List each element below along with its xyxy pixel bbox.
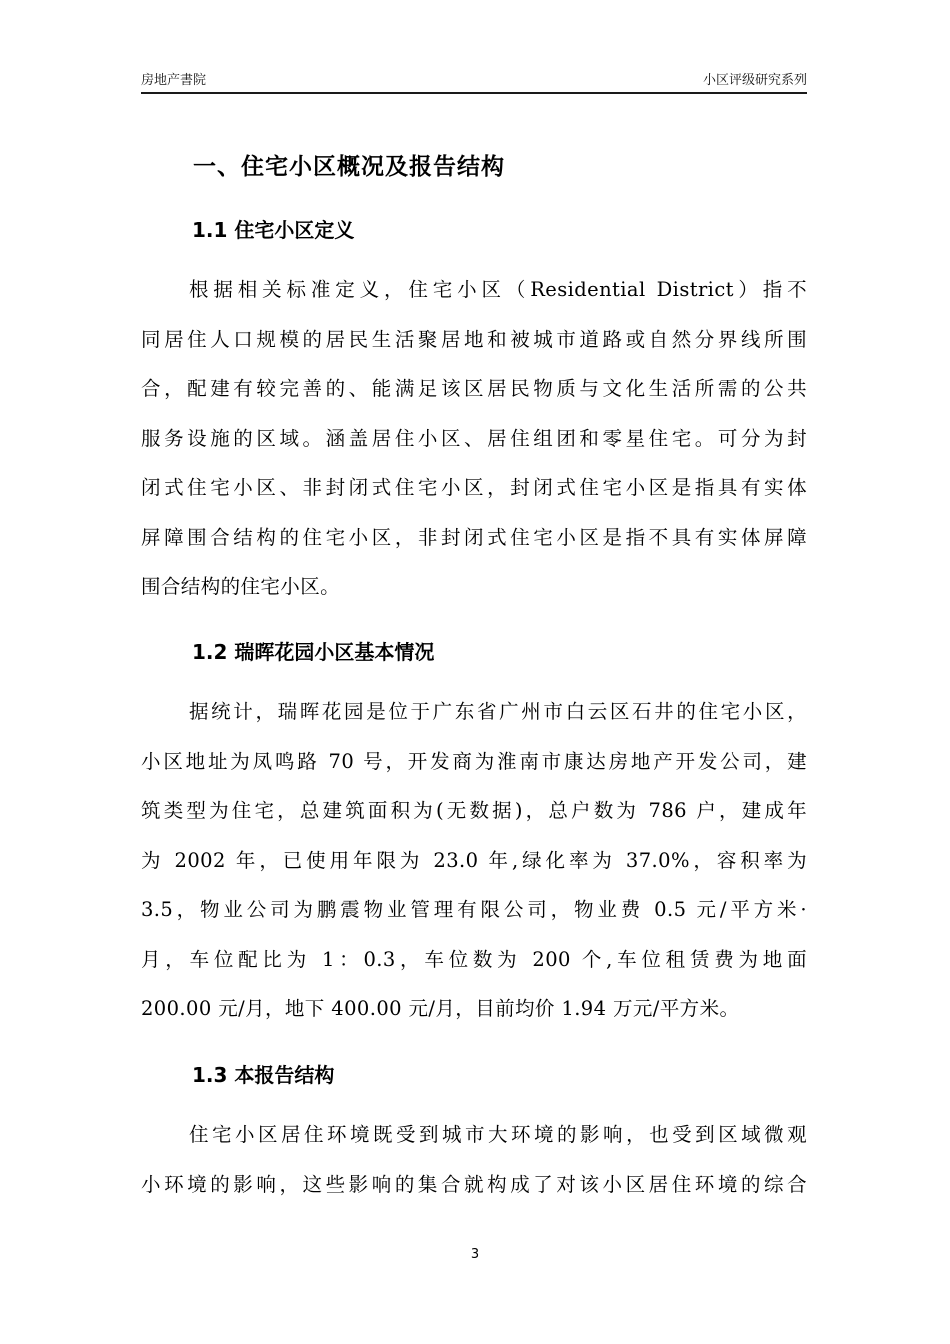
paragraph-line: 3.5，物业公司为鹏震物业管理有限公司，物业费 0.5 元/平方米· <box>141 898 807 921</box>
chapter-title: 一、住宅小区概况及报告结构 <box>193 154 505 180</box>
paragraph-line: 200.00 元/月，地下 400.00 元/月，目前均价 1.94 万元/平方米。 <box>141 997 740 1020</box>
paragraph-line: 据统计，瑞晖花园是位于广东省广州市白云区石井的住宅小区， <box>189 700 807 723</box>
section-heading-1-1: 1.1 住宅小区定义 <box>192 218 355 242</box>
paragraph-line: 同居住人口规模的居民生活聚居地和被城市道路或自然分界线所围 <box>141 327 807 351</box>
paragraph-line: 小区地址为凤鸣路 70 号，开发商为淮南市康达房地产开发公司，建 <box>141 749 807 773</box>
paragraph-line: 根据相关标准定义，住宅小区（Residential District）指不 <box>189 278 807 301</box>
header-right-text: 小区评级研究系列 <box>702 73 807 88</box>
paragraph-line: 服务设施的区域。涵盖居住小区、居住组团和零星住宅。可分为封 <box>141 426 807 450</box>
page-header <box>141 66 807 88</box>
section-heading-1-2: 1.2 瑞晖花园小区基本情况 <box>192 640 435 664</box>
page-number: 3 <box>470 1247 480 1262</box>
paragraph-line: 筑类型为住宅，总建筑面积为(无数据)，总户数为 786 户，建成年 <box>141 799 807 822</box>
paragraph-line: 住宅小区居住环境既受到城市大环境的影响，也受到区域微观 <box>189 1123 807 1146</box>
paragraph-line: 围合结构的住宅小区。 <box>141 575 341 598</box>
paragraph-line: 闭式住宅小区、非封闭式住宅小区，封闭式住宅小区是指具有实体 <box>141 476 807 499</box>
paragraph-line: 月，车位配比为 1：0.3，车位数为 200 个,车位租赁费为地面 <box>141 947 807 971</box>
header-left-text: 房地产書院 <box>141 73 207 88</box>
paragraph-line: 合，配建有较完善的、能满足该区居民物质与文化生活所需的公共 <box>141 377 807 400</box>
section-heading-1-3: 1.3 本报告结构 <box>192 1063 335 1087</box>
paragraph-line: 为 2002 年，已使用年限为 23.0 年,绿化率为 37.0%，容积率为 <box>141 848 807 872</box>
section-1-1-paragraph <box>141 265 807 612</box>
paragraph-line: 小环境的影响，这些影响的集合就构成了对该小区居住环境的综合 <box>141 1172 807 1196</box>
paragraph-line: 屏障围合结构的住宅小区，非封闭式住宅小区是指不具有实体屏障 <box>141 525 807 549</box>
section-1-2-paragraph <box>141 687 807 1034</box>
header-divider <box>141 92 807 94</box>
section-1-3-paragraph <box>141 1110 807 1209</box>
